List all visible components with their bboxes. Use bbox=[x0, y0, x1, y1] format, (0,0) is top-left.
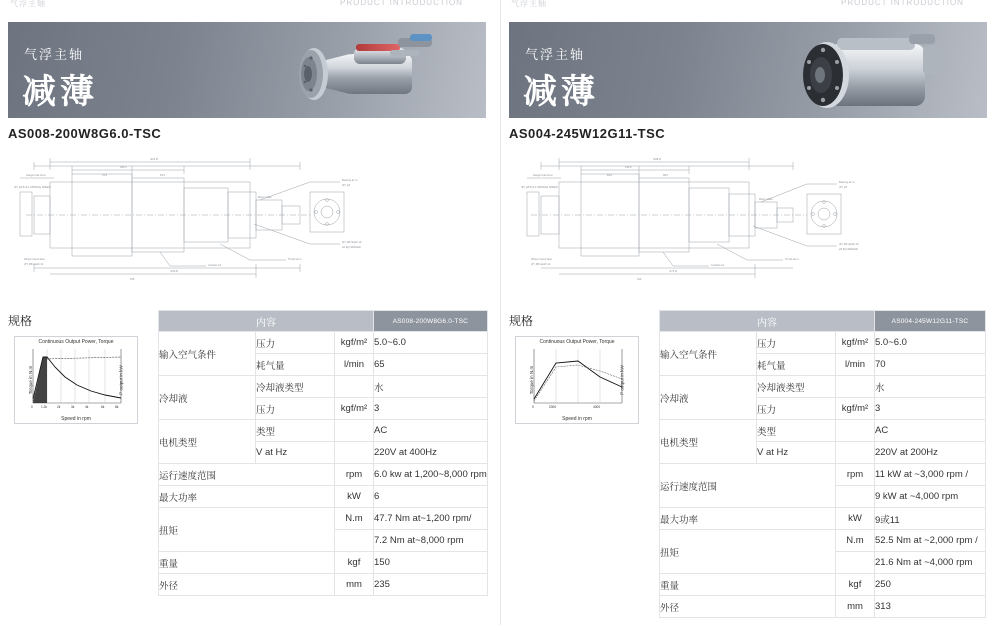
row-value: 6.0 kw at 1,200~8,000 rpm bbox=[374, 464, 488, 486]
row-value: AC bbox=[374, 420, 488, 442]
table-row bbox=[660, 420, 986, 442]
row-sublabel: 压力 bbox=[757, 332, 836, 354]
svg-text:4000: 4000 bbox=[593, 405, 601, 409]
table-row bbox=[159, 552, 488, 574]
technical-dimension-drawing bbox=[511, 148, 981, 288]
row-label: 重量 bbox=[660, 574, 836, 596]
chart-ylabel-right: P output in kW bbox=[619, 365, 625, 395]
table-row bbox=[660, 530, 986, 552]
svg-text:Gauge hole 2mm: Gauge hole 2mm bbox=[26, 174, 46, 177]
row-value: 235 bbox=[374, 574, 488, 596]
chart-title: Continuous Output Power, Torque bbox=[38, 339, 114, 345]
header-text-mid: PRODUCT INTRODUCTION bbox=[841, 0, 964, 7]
row-value: 21.6 Nm at ~4,000 rpm bbox=[875, 552, 986, 574]
row-label: 外径 bbox=[660, 596, 836, 618]
svg-text:313: 313 bbox=[637, 278, 642, 281]
chart-ylabel-right: P output in kW bbox=[118, 365, 124, 395]
row-label: 输入空气条件 bbox=[660, 332, 757, 376]
svg-text:0: 0 bbox=[31, 405, 33, 409]
row-value: 220V at 400Hz bbox=[374, 442, 488, 464]
row-unit: kgf/m² bbox=[836, 398, 875, 420]
row-unit bbox=[335, 420, 374, 442]
svg-text:Bearing air in.: Bearing air in. bbox=[839, 181, 856, 184]
svg-text:235: 235 bbox=[130, 278, 135, 281]
svg-text:8k: 8k bbox=[115, 405, 119, 409]
row-unit: kgf/m² bbox=[836, 332, 875, 354]
row-sublabel: 压力 bbox=[256, 332, 335, 354]
row-label: 扭矩 bbox=[660, 530, 836, 574]
page-header-strip bbox=[0, 0, 500, 16]
table-header-row bbox=[660, 311, 986, 332]
row-value: 11 kW at ~3,000 rpm / bbox=[875, 464, 986, 486]
header-text-left: 气浮主轴 bbox=[511, 0, 547, 8]
row-unit: N.m bbox=[836, 530, 875, 552]
page-header-strip bbox=[501, 0, 1000, 16]
chart-ylabel-left: Torque in N.m bbox=[528, 365, 534, 395]
svg-text:(4*) φ5: (4*) φ5 bbox=[342, 184, 351, 187]
row-value: AC bbox=[875, 420, 986, 442]
row-unit bbox=[836, 420, 875, 442]
row-unit: mm bbox=[836, 596, 875, 618]
banner-title: 减薄 bbox=[22, 73, 98, 111]
svg-text:Wheel mount face: Wheel mount face bbox=[531, 258, 552, 261]
row-value: 150 bbox=[374, 552, 488, 574]
table-row bbox=[660, 508, 986, 530]
model-code: AS008-200W8G6.0-TSC bbox=[8, 126, 162, 141]
svg-text:Coolant out: Coolant out bbox=[711, 264, 725, 267]
row-sublabel: 耗气量 bbox=[757, 354, 836, 376]
svg-text:(4*) M6 depth 10: (4*) M6 depth 10 bbox=[342, 241, 362, 244]
row-value: 9 kW at ~4,000 rpm bbox=[875, 486, 986, 508]
svg-text:Coolant out: Coolant out bbox=[208, 264, 222, 267]
table-col-content: 内容 bbox=[660, 311, 875, 332]
banner-subtitle: 气浮主轴 bbox=[525, 47, 586, 62]
air-bearing-spindle-photo bbox=[759, 28, 969, 120]
row-sublabel: 压力 bbox=[757, 398, 836, 420]
svg-text:Motor cable: Motor cable bbox=[759, 198, 773, 201]
row-label: 运行速度范围 bbox=[660, 464, 836, 508]
row-unit: rpm bbox=[836, 464, 875, 486]
row-value: 250 bbox=[875, 574, 986, 596]
row-unit: l/min bbox=[335, 354, 374, 376]
row-unit: kgf/m² bbox=[335, 398, 374, 420]
chart-title: Continuous Output Power, Torque bbox=[539, 339, 615, 345]
row-value: 65 bbox=[374, 354, 488, 376]
row-label: 最大功率 bbox=[660, 508, 836, 530]
spec-table bbox=[659, 310, 986, 618]
svg-text:φ5 EQ.SPACED: φ5 EQ.SPACED bbox=[342, 246, 361, 249]
svg-text:Wheel mount face: Wheel mount face bbox=[24, 258, 45, 261]
row-label: 冷却液 bbox=[159, 376, 256, 420]
row-unit: kgf bbox=[836, 574, 875, 596]
table-col-model: AS004-245W12G11-TSC bbox=[875, 311, 986, 332]
row-value: 3 bbox=[374, 398, 488, 420]
row-label: 冷却液 bbox=[660, 376, 757, 420]
table-row bbox=[660, 376, 986, 398]
row-value: 7.2 Nm at~8,000 rpm bbox=[374, 530, 488, 552]
svg-text:(172.0): (172.0) bbox=[669, 270, 678, 273]
row-value: 220V at 200Hz bbox=[875, 442, 986, 464]
row-unit: kgf bbox=[335, 552, 374, 574]
chart-xlabel: Speed in rpm bbox=[61, 416, 91, 422]
row-sublabel: V at Hz bbox=[757, 442, 836, 464]
row-label: 最大功率 bbox=[159, 486, 335, 508]
row-label: 运行速度范围 bbox=[159, 464, 335, 486]
row-sublabel: 类型 bbox=[757, 420, 836, 442]
row-value: 70 bbox=[875, 354, 986, 376]
performance-curve-chart bbox=[515, 336, 639, 424]
table-header-row bbox=[159, 311, 488, 332]
row-unit bbox=[335, 376, 374, 398]
banner-title: 减薄 bbox=[523, 73, 599, 111]
svg-text:(212.5): (212.5) bbox=[150, 158, 159, 161]
chart-xlabel: Speed in rpm bbox=[562, 416, 592, 422]
row-label: 输入空气条件 bbox=[159, 332, 256, 376]
row-unit: l/min bbox=[836, 354, 875, 376]
svg-text:(6*) φ8.5×0.1 SPINDLE SPEED: (6*) φ8.5×0.1 SPINDLE SPEED bbox=[14, 186, 51, 189]
svg-text:0: 0 bbox=[532, 405, 534, 409]
product-banner bbox=[8, 22, 486, 118]
row-unit bbox=[836, 552, 875, 574]
row-value: 6 bbox=[374, 486, 488, 508]
svg-text:63.2: 63.2 bbox=[160, 174, 166, 177]
banner-subtitle: 气浮主轴 bbox=[24, 47, 85, 62]
svg-text:Thrust air in.: Thrust air in. bbox=[288, 258, 303, 261]
row-unit bbox=[836, 376, 875, 398]
row-unit: kW bbox=[836, 508, 875, 530]
table-row bbox=[159, 376, 488, 398]
row-sublabel: 类型 bbox=[256, 420, 335, 442]
spec-heading: 规格 bbox=[509, 314, 534, 328]
row-sublabel: 耗气量 bbox=[256, 354, 335, 376]
svg-text:(4*) M6 depth 10: (4*) M6 depth 10 bbox=[839, 243, 859, 246]
row-unit: kgf/m² bbox=[335, 332, 374, 354]
spec-heading: 规格 bbox=[8, 314, 33, 328]
row-unit: rpm bbox=[335, 464, 374, 486]
table-row bbox=[159, 508, 488, 530]
table-row bbox=[159, 332, 488, 354]
svg-text:68.0: 68.0 bbox=[663, 174, 669, 177]
row-value: 5.0~6.0 bbox=[875, 332, 986, 354]
row-label: 电机类型 bbox=[660, 420, 757, 464]
performance-curve-chart bbox=[14, 336, 138, 424]
row-value: 313 bbox=[875, 596, 986, 618]
model-code: AS004-245W12G11-TSC bbox=[509, 126, 666, 141]
header-text-left: 气浮主轴 bbox=[10, 0, 46, 8]
svg-text:(4*) φ5: (4*) φ5 bbox=[839, 186, 848, 189]
svg-text:4k: 4k bbox=[85, 405, 89, 409]
table-row bbox=[159, 420, 488, 442]
row-unit bbox=[836, 486, 875, 508]
table-col-content: 内容 bbox=[159, 311, 374, 332]
svg-text:Bearing air in.: Bearing air in. bbox=[342, 179, 359, 182]
spec-table bbox=[158, 310, 488, 596]
svg-text:2k: 2k bbox=[57, 405, 61, 409]
air-bearing-spindle-photo bbox=[258, 28, 468, 120]
svg-text:195.0: 195.0 bbox=[625, 166, 632, 169]
svg-text:(4*) M8 depth 12: (4*) M8 depth 12 bbox=[24, 263, 44, 266]
svg-text:Motor cable: Motor cable bbox=[258, 196, 272, 199]
technical-dimension-drawing bbox=[10, 148, 480, 288]
row-value: 3 bbox=[875, 398, 986, 420]
row-unit bbox=[335, 530, 374, 552]
svg-text:180.3: 180.3 bbox=[120, 166, 127, 169]
table-row bbox=[660, 332, 986, 354]
svg-text:3k: 3k bbox=[71, 405, 75, 409]
row-value: 水 bbox=[875, 376, 986, 398]
svg-text:1.2k: 1.2k bbox=[41, 405, 48, 409]
row-value: 水 bbox=[374, 376, 488, 398]
row-value: 5.0~6.0 bbox=[374, 332, 488, 354]
svg-text:2000: 2000 bbox=[549, 405, 557, 409]
row-value: 47.7 Nm at~1,200 rpm/ bbox=[374, 508, 488, 530]
header-text-mid: PRODUCT INTRODUCTION bbox=[340, 0, 463, 7]
row-sublabel: V at Hz bbox=[256, 442, 335, 464]
chart-ylabel-left: Torque in N.m bbox=[27, 365, 33, 395]
table-row bbox=[660, 574, 986, 596]
svg-text:Thrust air in.: Thrust air in. bbox=[785, 258, 800, 261]
row-unit bbox=[836, 442, 875, 464]
row-value: 9或11 bbox=[875, 508, 986, 530]
row-label: 外径 bbox=[159, 574, 335, 596]
table-row bbox=[159, 464, 488, 486]
row-sublabel: 冷却液类型 bbox=[256, 376, 335, 398]
svg-text:Gauge hole 2mm: Gauge hole 2mm bbox=[533, 174, 553, 177]
table-row bbox=[660, 464, 986, 486]
svg-text:76.5: 76.5 bbox=[102, 174, 108, 177]
product-panel-right bbox=[500, 0, 1000, 625]
svg-text:82.0: 82.0 bbox=[607, 174, 613, 177]
table-row bbox=[660, 596, 986, 618]
svg-text:(159.5): (159.5) bbox=[170, 270, 179, 273]
table-row bbox=[159, 574, 488, 596]
row-sublabel: 冷却液类型 bbox=[757, 376, 836, 398]
product-banner bbox=[509, 22, 987, 118]
svg-text:(6*) φ8.5×0.1 SPINDLE SPEED: (6*) φ8.5×0.1 SPINDLE SPEED bbox=[521, 186, 558, 189]
row-value: 52.5 Nm at ~2,000 rpm / bbox=[875, 530, 986, 552]
svg-text:φ5 EQ.SPACED: φ5 EQ.SPACED bbox=[839, 248, 858, 251]
row-unit: kW bbox=[335, 486, 374, 508]
row-label: 重量 bbox=[159, 552, 335, 574]
row-unit: mm bbox=[335, 574, 374, 596]
row-unit bbox=[335, 442, 374, 464]
svg-text:(4*) M8 depth 12: (4*) M8 depth 12 bbox=[531, 263, 551, 266]
row-unit: N.m bbox=[335, 508, 374, 530]
table-row bbox=[159, 486, 488, 508]
svg-text:(238.0): (238.0) bbox=[653, 158, 662, 161]
table-col-model: AS008-200W8G6.0-TSC bbox=[374, 311, 488, 332]
row-label: 电机类型 bbox=[159, 420, 256, 464]
svg-text:6k: 6k bbox=[101, 405, 105, 409]
row-label: 扭矩 bbox=[159, 508, 335, 552]
row-sublabel: 压力 bbox=[256, 398, 335, 420]
